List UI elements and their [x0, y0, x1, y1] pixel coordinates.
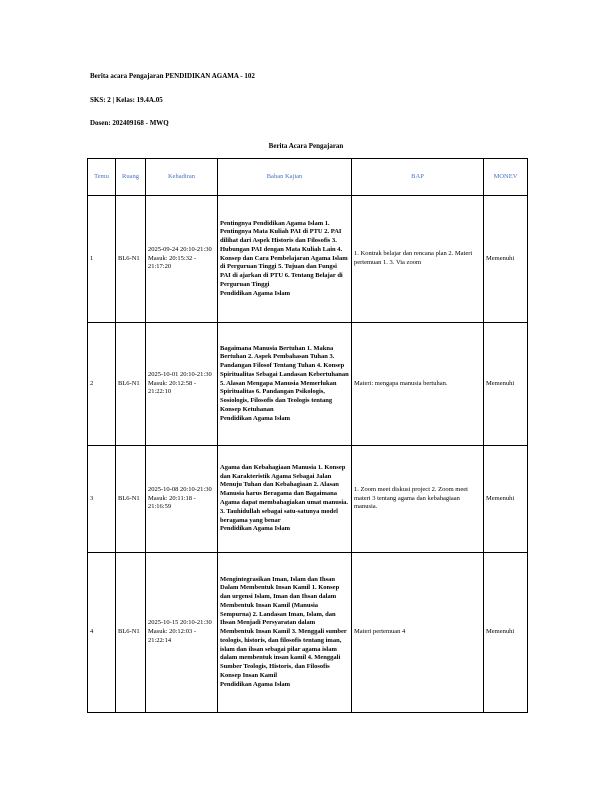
cell-ruang: BL6-N1: [116, 196, 146, 323]
cell-kehadiran: [146, 323, 218, 446]
check-in-time: Masuk: 20:12:03 - 21:22:14: [148, 628, 197, 644]
course-title: Berita acara Pengajaran PENDIDIKAN AGAMA - 102: [90, 72, 255, 80]
cell-kehadiran: [146, 446, 218, 553]
cell-bahan-kajian: [218, 553, 352, 713]
table-title: Berita Acara Pengajaran: [268, 142, 344, 150]
check-in-time: Masuk: 20:15:32 - 21:17:20: [148, 254, 197, 271]
lecturer-id: Dosen: 202409168 - MWQ: [90, 119, 169, 127]
cell-temu: 3: [88, 446, 116, 553]
table-header-row: [88, 159, 528, 196]
col-header-temu: Temu: [88, 159, 116, 196]
course-subject: Pendidikan Agama Islam: [220, 680, 291, 688]
table-row: [88, 323, 528, 446]
cell-ruang: BL6-N1: [116, 553, 146, 713]
schedule-time: 2025-10-01 20:10-21:30: [148, 370, 212, 378]
schedule-time: 2025-09-24 20:10-21:30: [148, 245, 212, 253]
topic-text: Bagaimana Manusia Bertuhan 1. Makna Bertuhan 2. Aspek Pembahasan Tuhan 3. Pandangan Filosof Tentang Tuhan 4. Konsep Spiritualitas Sebagai Landasan Kebertuhanan 5. Alasan Mengapa Manusia Memerlukan Spiritualitas 6. Pandangan Psikologis, Sosiologis, Filosofis dan Teologis tentang Konsep Ketuhanan: [220, 344, 349, 413]
cell-ruang: BL6-N1: [116, 323, 146, 446]
topic-text: Mengintegrasikan Iman, Islam dan Ihsan Dalam Membentuk Insan Kamil 1. Konsep dan urgensi Islam, Iman dan Ihsan dalam Membentuk Insan Kamil (Manusia Sempurna) 2. Landasan Iman, Islam, dan Ihsan Menjadi Persyaratan dalam Membentuk Insan Kamil 3. Menggali sumber teologis, historis, dan filosofis tentang iman, islam dan ihsan sebagai pilar agama islam dalam membentuk insan kamil 4. Menggali Sumber Teologis, Historis, dan Filosofis Konsep Insan Kamil: [220, 575, 347, 679]
col-header-bap: BAP: [352, 159, 484, 196]
cell-monev: Memenuhi: [484, 446, 528, 553]
course-subject: Pendidikan Agama Islam: [220, 289, 291, 297]
cell-bahan-kajian: [218, 323, 352, 446]
cell-monev: Memenuhi: [484, 196, 528, 323]
cell-kehadiran: [146, 553, 218, 713]
table-row: [88, 553, 528, 713]
cell-monev: Memenuhi: [484, 323, 528, 446]
cell-bap: Materi pertemuan 4: [352, 553, 484, 713]
col-header-monev: MONEV: [484, 159, 528, 196]
cell-ruang: BL6-N1: [116, 446, 146, 553]
schedule-time: 2025-10-08 20:10-21:30: [148, 485, 212, 493]
cell-bahan-kajian: [218, 446, 352, 553]
topic-text: Agama dan Kebahagiaan Manusia 1. Konsep dan Karakteristik Agama Sebagai Jalan Menuju Tuhan dan Kebahagiaan 2. Alasan Manusia harus Beragama dan Bagaimana Agama dapat membahagiakan umat manusia. 3. Tauhidullah sebagai satu-satunya model beragama yang benar: [220, 463, 349, 524]
cell-temu: 4: [88, 553, 116, 713]
col-header-bahan-kajian: Bahan Kajian: [218, 159, 352, 196]
col-header-kehadiran: Kehadiran: [146, 159, 218, 196]
course-subject: Pendidikan Agama Islam: [220, 525, 291, 533]
cell-bap: 1. Kontrak belajar dan rencana plan 2. Materi pertemuan 1. 3. Via zoom: [352, 196, 484, 323]
cell-temu: 1: [88, 196, 116, 323]
cell-kehadiran: [146, 196, 218, 323]
attendance-table: [87, 158, 528, 713]
cell-bap: 1. Zoom meet diskusi project 2. Zoom meet materi 3 tentang agama dan kebahagiaan manusia.: [352, 446, 484, 553]
cell-monev: Memenuhi: [484, 553, 528, 713]
table-row: [88, 446, 528, 553]
check-in-time: Masuk: 20:12:58 - 21:22:10: [148, 379, 197, 396]
schedule-time: 2025-10-15 20:10-21:30: [148, 619, 212, 627]
cell-temu: 2: [88, 323, 116, 446]
table-row: [88, 196, 528, 323]
course-subject: Pendidikan Agama Islam: [220, 414, 291, 422]
cell-bahan-kajian: [218, 196, 352, 323]
check-in-time: Masuk: 20:11:18 - 21:16:59: [148, 494, 196, 511]
course-credits-class: SKS: 2 | Kelas: 19.4A.05: [90, 96, 163, 104]
cell-bap: Materi: mengapa manusia bertuhan.: [352, 323, 484, 446]
topic-text: Pentingnya Pendidikan Agama Islam 1. Pentingnya Mata Kuliah PAI di PTU 2. PAI dilihat dari Aspek Historis dan Filosofis 3. Hubungan PAI dengan Mata Kuliah Lain 4. Konsep dan Cara Pembelajaran Agama Islam di Perguruan Tinggi 5. Tujuan dan Fungsi PAI di ajarkan di PTU 6. Tentang Belajar di Perguruan Tinggi: [220, 219, 348, 288]
col-header-ruang: Ruang: [116, 159, 146, 196]
